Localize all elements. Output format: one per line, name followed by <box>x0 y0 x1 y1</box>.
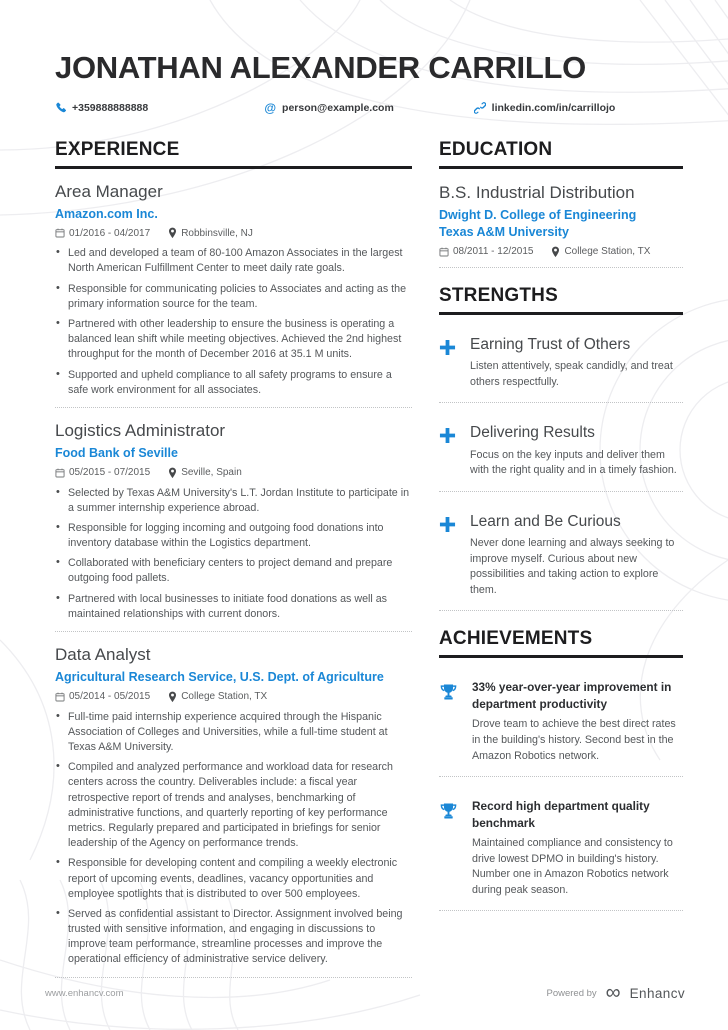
job-title: Data Analyst <box>55 645 151 665</box>
phone-contact[interactable] <box>55 102 264 114</box>
email-icon: @ <box>264 100 277 115</box>
strengths-section-title: STRENGTHS <box>439 285 683 315</box>
powered-by-label: Powered by <box>546 988 597 1000</box>
location-pin-icon <box>168 691 177 703</box>
page-footer <box>45 981 685 1005</box>
education-location: College Station, TX <box>551 246 650 258</box>
candidate-name: JONATHAN ALEXANDER CARRILLO <box>55 50 586 85</box>
achievement-description: Maintained compliance and consistency to drive lowest DPMO in building's history. Number one in Amazon Robotics network during peak season. <box>472 837 673 896</box>
achievement-description: Drove team to achieve the best direct rates in the building's history. Second best in the Amazon Robotics network. <box>472 718 676 762</box>
bullet-item: • Selected by Texas A&M University's L.T. Jordan Institute to participate in a summer internship experience abroad. <box>55 486 412 516</box>
strength-item <box>439 505 683 602</box>
plus-icon <box>439 516 456 533</box>
achievement-item <box>439 671 683 767</box>
achievement-title: 33% year-over-year improvement in department productivity <box>472 680 672 711</box>
phone-icon <box>55 102 66 113</box>
contact-row <box>55 102 683 114</box>
location-pin-icon <box>168 467 177 479</box>
strength-item <box>439 328 683 394</box>
bullet-item: • Responsible for logging incoming and outgoing food donations into inventory database within the Logistics department. <box>55 521 412 551</box>
enhancv-logo-icon: ∞ <box>605 981 621 1005</box>
location-pin-icon <box>551 246 560 258</box>
bullet-item: • Partnered with other leadership to ensure the business is operating a balanced lean shift while meeting objectives. Achieved the 2nd highest throughput for the month of December 2016 at 35.1 M units. <box>55 317 412 363</box>
plus-icon <box>439 427 456 444</box>
experience-entry <box>55 421 412 622</box>
entry-divider <box>439 910 683 911</box>
entry-divider <box>439 267 683 268</box>
date-range: 01/2016 - 04/2017 <box>55 228 150 239</box>
company-link[interactable]: Amazon.com Inc. <box>55 206 158 221</box>
bullet-item: • Partnered with local businesses to initiate food donations as well as maintained relationships with current donors. <box>55 592 412 622</box>
strength-title: Earning Trust of Others <box>470 335 631 353</box>
experience-entry <box>55 182 412 398</box>
experience-section-title: EXPERIENCE <box>55 139 412 169</box>
plus-icon <box>439 339 456 356</box>
bullet-item: • Compiled and analyzed performance and workload data for research centers across the country. Deliverables include: a fiscal year retrospective report of trends and analyses, benchmarking of administrative functions, and quarterly reporting of key performance metrics. Regularly prepared and participated in briefings for senior leadership of the Agency on performance trends. <box>55 760 412 851</box>
right-column <box>439 139 683 991</box>
calendar-icon <box>55 228 65 238</box>
linkedin-icon <box>474 102 486 114</box>
bullet-item: • Supported and upheld compliance to all safety programs to ensure a safe work environment for all associates. <box>55 368 412 398</box>
school-line: Dwight D. College of Engineering <box>439 207 637 222</box>
entry-divider <box>439 776 683 777</box>
bullet-item: • Collaborated with beneficiary centers to project demand and prepare outgoing food pallets. <box>55 556 412 586</box>
company-link[interactable]: Food Bank of Seville <box>55 446 178 461</box>
bullet-item: • Full-time paid internship experience acquired through the Hispanic Association of Colleges and Universities, while a full-time student at Texas A&M University. <box>55 710 412 756</box>
job-title: Area Manager <box>55 181 163 201</box>
trophy-icon <box>439 802 458 821</box>
achievement-title: Record high department quality benchmark <box>472 799 650 830</box>
date-range: 05/2015 - 07/2015 <box>55 467 150 478</box>
bullet-item: • Responsible for communicating policies to Associates and acting as the primary information source for the team. <box>55 282 412 312</box>
job-location: Robbinsville, NJ <box>168 227 253 239</box>
bullet-item: • Served as confidential assistant to Director. Assignment involved being trusted with sensitive information, and engaging in discussions to improve team performance, streamline processes and improve the operational efficiency of administrative service delivery. <box>55 907 412 968</box>
job-location: Seville, Spain <box>168 467 242 479</box>
education-section-title: EDUCATION <box>439 139 683 169</box>
job-location: College Station, TX <box>168 691 267 703</box>
trophy-icon <box>439 683 458 702</box>
bullet-list <box>55 246 412 398</box>
strength-item <box>439 416 683 482</box>
school-link[interactable] <box>439 207 683 241</box>
date-range: 08/2011 - 12/2015 <box>439 246 533 257</box>
entry-divider <box>439 491 683 492</box>
location-pin-icon <box>168 227 177 239</box>
degree-title: B.S. Industrial Distribution <box>439 182 635 202</box>
bullet-item: • Responsible for developing content and compiling a weekly electronic report of upcoming events, deadlines, vacancy opportunities and employee spotlights that is distributed to over 500 employees. <box>55 856 412 902</box>
calendar-icon <box>439 247 449 257</box>
achievements-section-title: ACHIEVEMENTS <box>439 628 683 658</box>
calendar-icon <box>55 468 65 478</box>
experience-entry <box>55 645 412 968</box>
email-contact[interactable] <box>264 102 473 114</box>
bullet-list <box>55 710 412 968</box>
powered-by-group[interactable] <box>546 981 686 1005</box>
entry-divider <box>55 631 412 632</box>
school-line: Texas A&M University <box>439 224 569 239</box>
entry-divider <box>55 977 412 978</box>
date-range: 05/2014 - 05/2015 <box>55 691 150 702</box>
entry-divider <box>55 407 412 408</box>
enhancv-website-link[interactable]: www.enhancv.com <box>45 988 124 1000</box>
left-column <box>55 139 412 991</box>
strength-description: Listen attentively, speak candidly, and treat others respectfully. <box>470 360 673 388</box>
strength-description: Never done learning and always seeking to improve myself. Curious about new possibilities and taking action to explore them. <box>470 537 675 596</box>
education-entry <box>439 182 683 258</box>
enhancv-brand-name: Enhancv <box>629 986 685 1002</box>
email-address: person@example.com <box>282 101 394 114</box>
linkedin-contact[interactable] <box>474 102 683 114</box>
achievement-item <box>439 790 683 901</box>
job-title: Logistics Administrator <box>55 420 226 440</box>
calendar-icon <box>55 692 65 702</box>
entry-divider <box>439 402 683 403</box>
linkedin-url: linkedin.com/in/carrillojo <box>491 101 616 114</box>
bullet-list <box>55 486 412 623</box>
phone-number: +359888888888 <box>72 101 149 114</box>
bullet-item: • Led and developed a team of 80-100 Amazon Associates in the largest North American Fulfillment Center to meet daily rate goals. <box>55 246 412 276</box>
strength-title: Learn and Be Curious <box>470 512 621 530</box>
strength-title: Delivering Results <box>470 424 595 442</box>
strength-description: Focus on the key inputs and deliver them with the right quality and in a timely fashion. <box>470 448 677 477</box>
entry-divider <box>439 610 683 611</box>
company-link[interactable]: Agricultural Research Service, U.S. Dept. of Agriculture <box>55 670 384 685</box>
